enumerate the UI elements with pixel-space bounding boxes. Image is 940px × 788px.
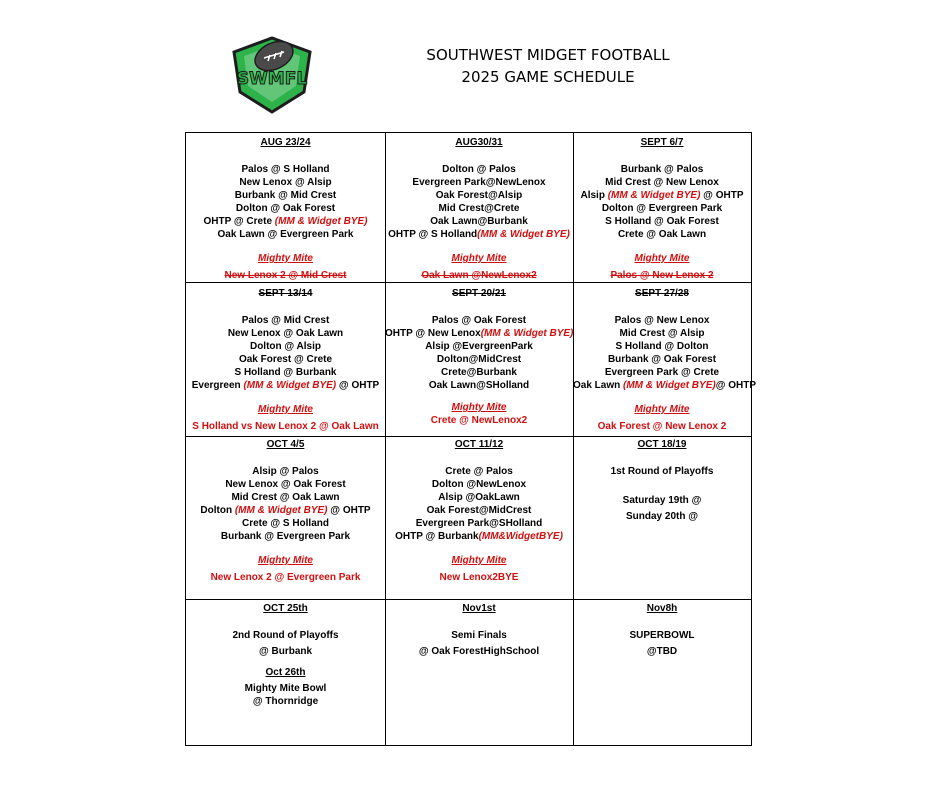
game-line: Mid Crest @ Alsip xyxy=(619,328,705,339)
superbowl-location: @TBD xyxy=(646,646,678,657)
game-line: Oak Lawn@Burbank xyxy=(430,216,528,227)
week-cell-aug-23 xyxy=(186,136,385,282)
week-cell-sept-20 xyxy=(385,287,573,436)
semi-finals: Semi Finals xyxy=(451,630,507,641)
game-line: Alsip @ Palos xyxy=(252,466,319,477)
row-divider xyxy=(186,599,751,600)
mighty-mite-bowl-location: @ Thornridge xyxy=(252,696,319,707)
mighty-mite-label: Mighty Mite xyxy=(451,253,507,264)
schedule-title xyxy=(398,44,698,88)
game-line: Oak Forest @ Crete xyxy=(238,354,333,365)
schedule-grid xyxy=(185,132,757,746)
bye-note: (MM & Widget BYE) xyxy=(607,190,701,201)
game-line: Crete @ S Holland xyxy=(242,518,329,529)
week-date: SEPT 6/7 xyxy=(640,137,684,148)
game-line: Dolton @ Alsip xyxy=(249,341,322,352)
game-line: Burbank @ Oak Forest xyxy=(607,354,717,365)
superbowl: SUPERBOWL xyxy=(629,630,695,641)
game-line: Alsip @EvergreenPark xyxy=(425,341,533,352)
mighty-mite-game: New Lenox 2 @ Evergreen Park xyxy=(210,572,361,583)
mighty-mite-label: Mighty Mite xyxy=(451,402,507,413)
mighty-mite-label: Mighty Mite xyxy=(258,404,313,415)
mighty-mite-game: S Holland vs New Lenox 2 @ Oak Lawn xyxy=(192,421,379,432)
game-line: Evergreen Park @ Crete xyxy=(604,367,720,378)
bye-note: (MM & Widget BYE) xyxy=(480,328,574,339)
game-line: Mid Crest@Crete xyxy=(438,203,520,214)
playoff-saturday: Saturday 19th @ xyxy=(622,495,702,506)
row-divider xyxy=(186,282,751,283)
game-line: New Lenox @ Alsip xyxy=(239,177,332,188)
playoff-sunday: Sunday 20th @ xyxy=(626,511,698,522)
game-line: Crete@Burbank xyxy=(441,367,517,378)
week-date: OCT 11/12 xyxy=(454,439,504,450)
swmfl-logo xyxy=(224,34,320,114)
game-line: Crete @ Palos xyxy=(445,466,513,477)
logo-text: SWMFL xyxy=(236,69,308,89)
playoff-round: 2nd Round of Playoffs xyxy=(232,630,339,641)
playoff-location: @ Burbank xyxy=(258,646,313,657)
game-line: Dolton @ Palos xyxy=(442,164,516,175)
game-line: OHTP @ Burbank(MM&WidgetBYE) xyxy=(395,531,563,542)
bye-note: (MM&WidgetBYE) xyxy=(478,531,563,542)
game-line: Burbank @ Palos xyxy=(620,164,704,175)
week-date: AUG30/31 xyxy=(455,137,503,148)
bye-note: (MM & Widget BYE) xyxy=(234,505,328,516)
bye-note: (MM & Widget BYE) xyxy=(243,380,337,391)
week-cell-oct-18 xyxy=(573,438,751,598)
game-line: Evergreen Park@NewLenox xyxy=(412,177,546,188)
mighty-mite-game: Palos @ New Lenox 2 xyxy=(610,270,714,281)
game-line: S Holland @ Dolton xyxy=(615,341,709,352)
week-date: Nov1st xyxy=(462,603,496,614)
playoff-round: 1st Round of Playoffs xyxy=(610,466,714,477)
week-date: OCT 4/5 xyxy=(266,439,305,450)
game-line: Oak Lawn @ Evergreen Park xyxy=(217,229,354,240)
game-line: OHTP @ S Holland(MM & Widget BYE) xyxy=(388,229,570,240)
game-line: Palos @ Oak Forest xyxy=(431,315,527,326)
game-line: Burbank @ Mid Crest xyxy=(234,190,337,201)
week-cell-sept-27 xyxy=(573,287,757,436)
game-line: Crete @ Oak Lawn xyxy=(617,229,707,240)
week-cell-oct-25 xyxy=(186,602,385,745)
mighty-mite-game: New Lenox 2 @ Mid Crest xyxy=(224,270,347,281)
bye-note: (MM & Widget BYE) xyxy=(623,380,716,391)
mighty-mite-label: Mighty Mite xyxy=(451,555,507,566)
mighty-mite-label: Mighty Mite xyxy=(258,253,313,264)
mighty-mite-bowl: Mighty Mite Bowl xyxy=(244,683,327,694)
mighty-mite-game: Oak Lawn @NewLenox2 xyxy=(421,270,537,281)
game-line: Oak Forest@Alsip xyxy=(435,190,523,201)
game-line: Palos @ S Holland xyxy=(241,164,330,175)
game-line: Palos @ New Lenox xyxy=(614,315,710,326)
title-line-2: 2025 GAME SCHEDULE xyxy=(461,68,635,86)
title-line-1: SOUTHWEST MIDGET FOOTBALL xyxy=(426,46,670,64)
week-date: SEPT 27/28 xyxy=(635,288,689,299)
mighty-mite-game: Oak Forest @ New Lenox 2 xyxy=(597,421,727,432)
game-line: Oak Forest@MidCrest xyxy=(426,505,532,516)
game-line: OHTP @ Crete (MM & Widget BYE) xyxy=(203,216,368,227)
game-line: Oak Lawn (MM & Widget BYE)@ OHTP xyxy=(573,380,757,391)
game-line: Mid Crest @ New Lenox xyxy=(605,177,719,188)
game-line: Dolton @ Evergreen Park xyxy=(601,203,723,214)
week-date: AUG 23/24 xyxy=(260,137,311,148)
mighty-mite-game: New Lenox2BYE xyxy=(439,572,519,583)
game-line: New Lenox @ Oak Forest xyxy=(225,479,346,490)
game-line: New Lenox @ Oak Lawn xyxy=(227,328,344,339)
week-date: OCT 18/19 xyxy=(637,439,687,450)
game-line: Evergreen Park@SHolland xyxy=(415,518,543,529)
game-line: Evergreen (MM & Widget BYE) @ OHTP xyxy=(191,380,380,391)
game-line: Burbank @ Evergreen Park xyxy=(220,531,351,542)
bye-note: (MM & Widget BYE) xyxy=(477,229,570,240)
mighty-mite-game: Crete @ NewLenox2 xyxy=(430,415,528,426)
row-divider xyxy=(186,436,751,437)
game-line: Alsip (MM & Widget BYE) @ OHTP xyxy=(580,190,744,201)
mighty-mite-label: Mighty Mite xyxy=(258,555,313,566)
week-cell-oct-4 xyxy=(186,438,385,598)
semi-finals-location: @ Oak ForestHighSchool xyxy=(418,646,540,657)
week-date: OCT 25th xyxy=(263,603,308,614)
game-line: Dolton@MidCrest xyxy=(436,354,522,365)
week-date: SEPT 20/21 xyxy=(452,288,506,299)
game-line: Dolton @ Oak Forest xyxy=(235,203,336,214)
mighty-mite-label: Mighty Mite xyxy=(634,404,690,415)
game-line: OHTP @ New Lenox(MM & Widget BYE) xyxy=(385,328,574,339)
week-date: SEPT 13/14 xyxy=(258,288,313,299)
week-cell-aug-30 xyxy=(385,136,573,282)
game-line: Palos @ Mid Crest xyxy=(241,315,330,326)
game-line: S Holland @ Burbank xyxy=(234,367,337,378)
week-cell-sept-13 xyxy=(186,287,385,436)
game-line: Dolton (MM & Widget BYE) @ OHTP xyxy=(200,505,371,516)
week-cell-nov-1 xyxy=(385,602,573,745)
mighty-mite-label: Mighty Mite xyxy=(634,253,690,264)
week-date-secondary: Oct 26th xyxy=(265,667,306,678)
game-line: Mid Crest @ Oak Lawn xyxy=(231,492,340,503)
week-date: Nov8h xyxy=(646,603,678,614)
week-cell-nov-8 xyxy=(573,602,751,745)
game-line: Dolton @NewLenox xyxy=(431,479,527,490)
week-cell-oct-11 xyxy=(385,438,573,598)
game-line: Oak Lawn@SHolland xyxy=(428,380,530,391)
game-line: S Holland @ Oak Forest xyxy=(605,216,719,227)
game-line: Alsip @OakLawn xyxy=(438,492,520,503)
bye-note: (MM & Widget BYE) xyxy=(274,216,368,227)
week-cell-sept-6 xyxy=(573,136,751,282)
